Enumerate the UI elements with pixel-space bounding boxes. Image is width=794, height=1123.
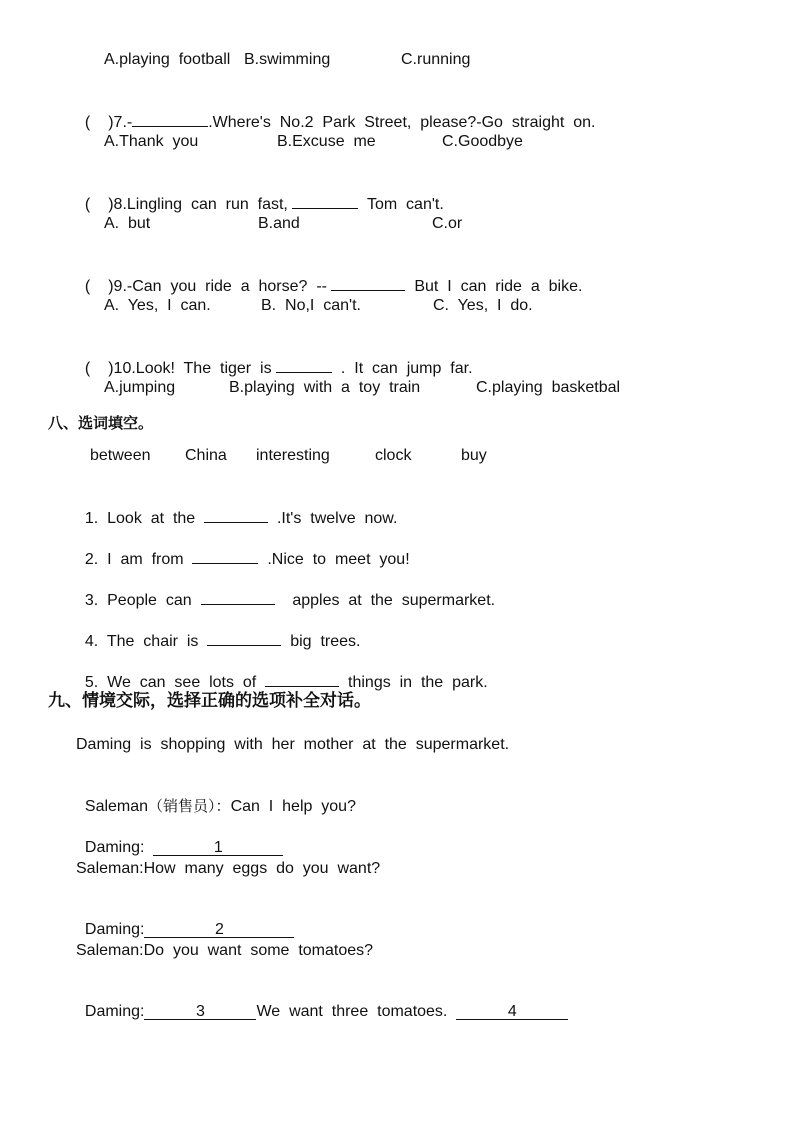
q10-option-a: A.jumping bbox=[104, 379, 176, 396]
q10-option-c: C.playing basketbal bbox=[476, 379, 621, 396]
fill-item-3 bbox=[76, 569, 496, 609]
fill-item-5 bbox=[76, 651, 488, 691]
dialogue-blank-3[interactable]: 3 bbox=[144, 1004, 256, 1020]
dialogue-intro: Daming is shopping with her mother at the supermarket. bbox=[76, 736, 510, 753]
word-bank-between: between bbox=[90, 447, 151, 464]
speaker-daming: Daming: bbox=[84, 839, 145, 856]
fill-item-3-pre: 3. People can bbox=[84, 592, 192, 609]
word-bank-interesting: interesting bbox=[256, 447, 330, 464]
question-7 bbox=[76, 91, 596, 131]
section-9-heading: 九、情境交际，选择正确的选项补全对话。 bbox=[48, 691, 371, 711]
q9-option-c: C. Yes, I do. bbox=[433, 297, 533, 314]
dialogue-line-6 bbox=[76, 982, 568, 1020]
q9-blank[interactable] bbox=[331, 275, 405, 291]
dialogue-line-4 bbox=[76, 900, 294, 938]
q7-option-b: B.Excuse me bbox=[277, 133, 376, 150]
q7-text: .Where's No.2 Park Street, please?-Go straight on. bbox=[208, 114, 596, 131]
q10-blank[interactable] bbox=[276, 357, 332, 373]
q9-option-b: B. No,I can't. bbox=[261, 297, 361, 314]
q9-text-a: )9.-Can you ride a horse? -- bbox=[108, 278, 327, 295]
dialogue-blank-4[interactable]: 4 bbox=[456, 1004, 568, 1020]
fill-item-5-post: things in the park. bbox=[348, 674, 488, 691]
speaker-saleman: Saleman bbox=[84, 798, 149, 815]
q9-text-b: But I can ride a bike. bbox=[414, 278, 583, 295]
q7-option-c: C.Goodbye bbox=[442, 133, 523, 150]
fill-item-4-pre: 4. The chair is bbox=[84, 633, 199, 650]
q10-option-b: B.playing with a toy train bbox=[229, 379, 421, 396]
question-9 bbox=[76, 255, 583, 295]
q10-paren: ( bbox=[84, 360, 91, 377]
fill-item-4 bbox=[76, 610, 361, 650]
fill-item-4-post: big trees. bbox=[290, 633, 361, 650]
q10-text-b: . It can jump far. bbox=[340, 360, 473, 377]
section-8-heading: 八、选词填空。 bbox=[48, 414, 154, 432]
word-bank-buy: buy bbox=[461, 447, 487, 464]
question-8 bbox=[76, 173, 444, 213]
fill-item-5-pre: 5. We can see lots of bbox=[84, 674, 257, 691]
q8-option-a: A. but bbox=[104, 215, 151, 232]
q8-option-c: C.or bbox=[432, 215, 463, 232]
fill-item-1-blank[interactable] bbox=[204, 507, 268, 523]
dialogue-line-6-text: We want three tomatoes. bbox=[256, 1003, 448, 1020]
q7-option-a: A.Thank you bbox=[104, 133, 199, 150]
q6-option-b: B.swimming bbox=[244, 51, 331, 68]
speaker-daming: Daming: bbox=[84, 1003, 145, 1020]
q7-number: )7.- bbox=[108, 114, 133, 131]
fill-item-3-post: apples at the supermarket. bbox=[292, 592, 496, 609]
q8-text-b: Tom can't. bbox=[366, 196, 444, 213]
question-10 bbox=[76, 337, 473, 377]
q9-paren: ( bbox=[84, 278, 91, 295]
q6-option-a: A.playing football bbox=[104, 51, 231, 68]
dialogue-blank-1[interactable]: 1 bbox=[153, 840, 283, 856]
fill-item-1-pre: 1. Look at the bbox=[84, 510, 196, 527]
dialogue-line-3: Saleman:How many eggs do you want? bbox=[76, 860, 381, 877]
word-bank-clock: clock bbox=[375, 447, 412, 464]
q8-option-b: B.and bbox=[258, 215, 300, 232]
q7-paren: ( bbox=[84, 114, 91, 131]
speaker-note-cn: （销售员）： bbox=[148, 797, 231, 815]
q10-text-a: )10.Look! The tiger is bbox=[108, 360, 272, 377]
fill-item-3-blank[interactable] bbox=[201, 589, 275, 605]
dialogue-line-2 bbox=[76, 818, 283, 856]
fill-item-2-blank[interactable] bbox=[192, 548, 258, 564]
dialogue-blank-2[interactable]: 2 bbox=[144, 922, 294, 938]
q7-blank[interactable] bbox=[132, 111, 208, 127]
q6-option-c: C.running bbox=[401, 51, 471, 68]
q8-paren: ( bbox=[84, 196, 91, 213]
fill-item-2-pre: 2. I am from bbox=[84, 551, 184, 568]
fill-item-1-post: .It's twelve now. bbox=[276, 510, 398, 527]
dialogue-line-5: Saleman:Do you want some tomatoes? bbox=[76, 942, 374, 959]
q9-option-a: A. Yes, I can. bbox=[104, 297, 211, 314]
fill-item-2-post: .Nice to meet you! bbox=[267, 551, 410, 568]
fill-item-4-blank[interactable] bbox=[207, 630, 281, 646]
fill-item-5-blank[interactable] bbox=[265, 671, 339, 687]
dialogue-line-1 bbox=[76, 776, 356, 815]
word-bank-china: China bbox=[185, 447, 227, 464]
fill-item-1 bbox=[76, 487, 398, 527]
dialogue-line-1-text: Can I help you? bbox=[230, 798, 356, 815]
speaker-daming: Daming: bbox=[84, 921, 145, 938]
fill-item-2 bbox=[76, 528, 410, 568]
q8-text-a: )8.Lingling can run fast, bbox=[108, 196, 288, 213]
q8-blank[interactable] bbox=[292, 193, 358, 209]
